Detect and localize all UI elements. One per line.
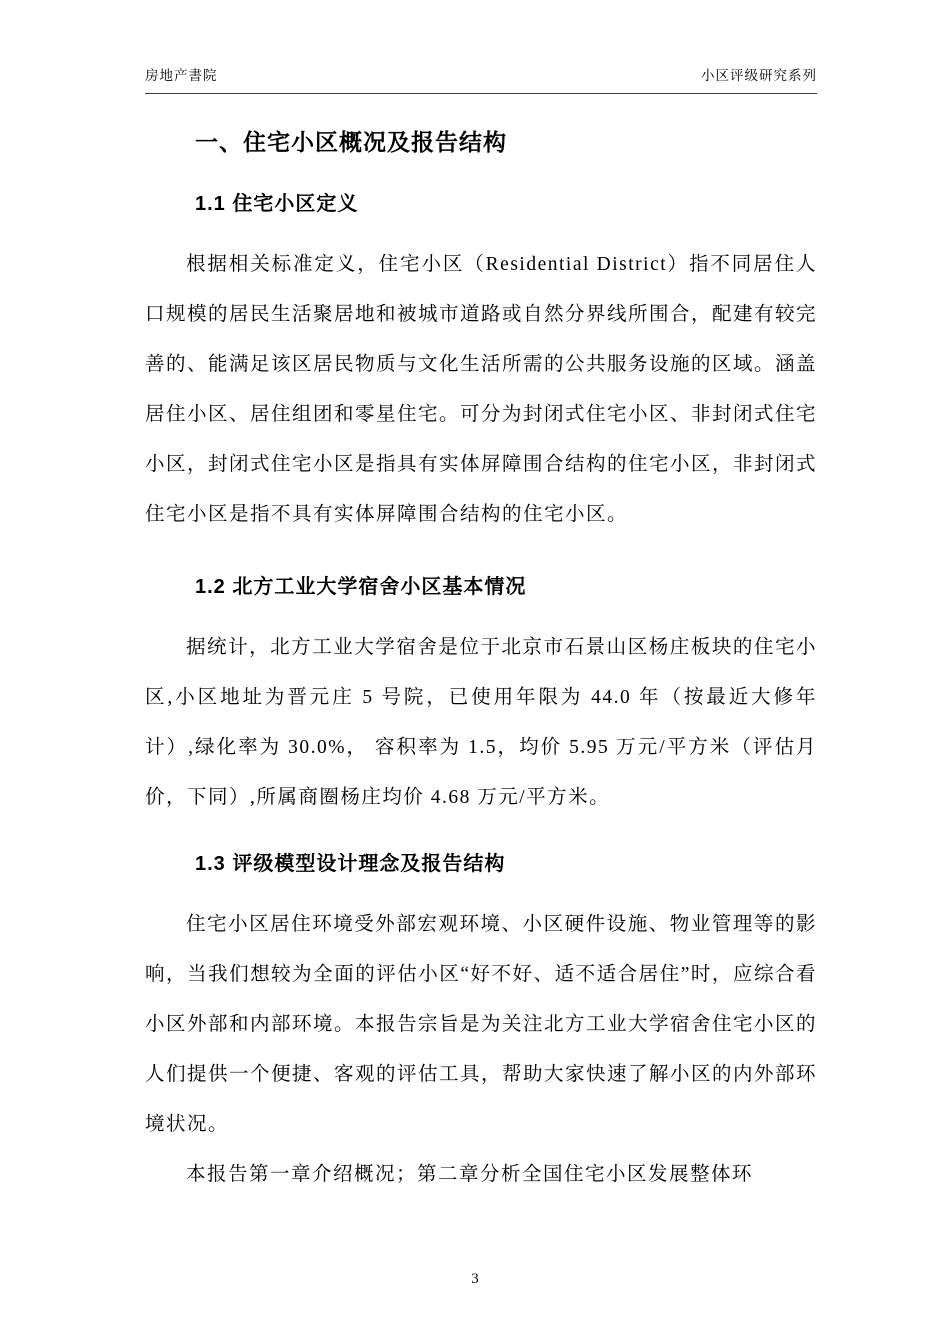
document-body bbox=[145, 112, 817, 1200]
chapter-title: 一、住宅小区概况及报告结构 bbox=[195, 129, 507, 155]
section-heading-1-1: 1.1 住宅小区定义 bbox=[195, 193, 359, 215]
paragraph-definition: 根据相关标准定义，住宅小区（Residential District）指不同居住人口规模的居民生活聚居地和被城市道路或自然分界线所围合，配建有较完善的、能满足该区居民物质与文化生活所需的公共服务设施的区域。涵盖居住小区、居住组团和零星住宅。可分为封闭式住宅小区、非封闭式住宅小区，封闭式住宅小区是指具有实体屏障围合结构的住宅小区，非封闭式住宅小区是指不具有实体屏障围合结构的住宅小区。 bbox=[145, 254, 818, 525]
header-left-label: 房地产書院 bbox=[145, 68, 218, 83]
header-right-label: 小区评级研究系列 bbox=[701, 68, 817, 83]
page-footer bbox=[0, 1271, 950, 1288]
paragraph-basic-info: 据统计，北方工业大学宿舍是位于北京市石景山区杨庄板块的住宅小区,小区地址为晋元庄 5 号院，已使用年限为 44.0 年（按最近大修年计）,绿化率为 30.0%， 容积率为 1.5，均价 5.95 万元/平方米（评估月价，下同）,所属商圈杨庄均价 4.68 万元/平方米。 bbox=[145, 637, 817, 808]
page-header bbox=[145, 64, 817, 94]
page-number: 3 bbox=[471, 1271, 479, 1287]
paragraph-report-structure: 本报告第一章介绍概况；第二章分析全国住宅小区发展整体环 bbox=[186, 1164, 754, 1185]
paragraph-model-concept: 住宅小区居住环境受外部宏观环境、小区硬件设施、物业管理等的影响，当我们想较为全面的评估小区“好不好、适不适合居住”时，应综合看小区外部和内部环境。本报告宗旨是为关注北方工业大学宿舍住宅小区的人们提供一个便捷、客观的评估工具，帮助大家快速了解小区的内外部环境状况。 bbox=[145, 914, 818, 1135]
section-heading-1-3: 1.3 评级模型设计理念及报告结构 bbox=[195, 853, 506, 875]
section-heading-1-2: 1.2 北方工业大学宿舍小区基本情况 bbox=[195, 576, 527, 598]
